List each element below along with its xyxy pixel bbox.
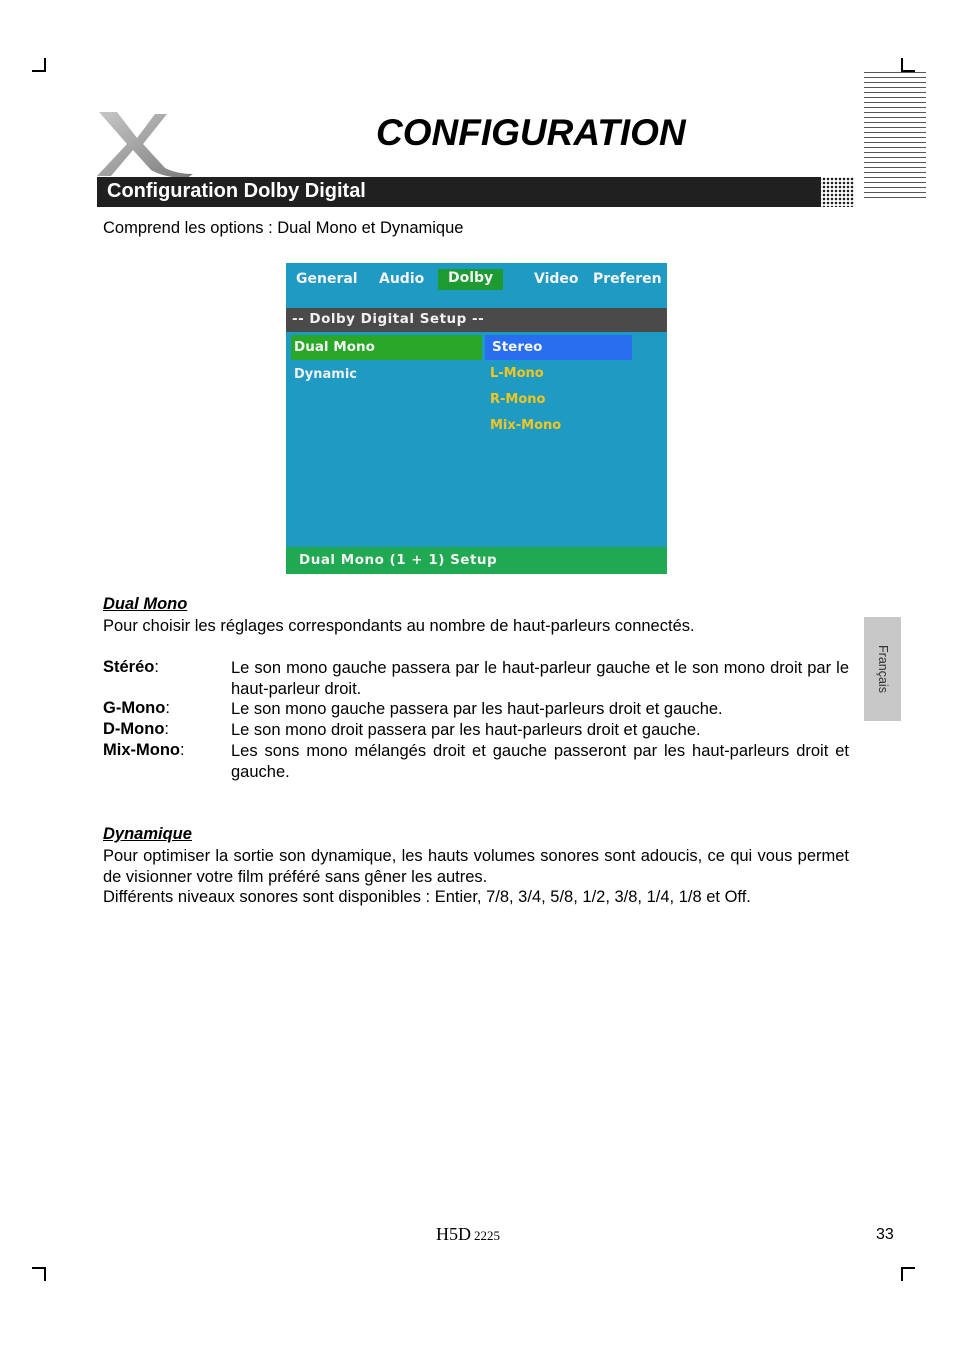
page-number: 33 (876, 1226, 894, 1243)
crop-mark-top-right (901, 58, 915, 72)
osd-suboption-stereo-label: Stereo (492, 339, 543, 355)
osd-option-dynamic: Dynamic (294, 367, 358, 382)
crop-mark-bottom-right (901, 1267, 915, 1281)
intro-text: Comprend les options : Dual Mono et Dynamique (103, 219, 464, 237)
edge-stripes-decoration (864, 72, 926, 200)
osd-option-dual-mono-label: Dual Mono (294, 339, 375, 355)
definition-term-g-mono: G-Mono: (103, 699, 170, 717)
osd-tab-dolby: Dolby (438, 269, 503, 290)
osd-suboption-mix-mono: Mix-Mono (490, 418, 562, 433)
definition-text-mix-mono: Les sons mono mélangés droit et gauche passeront par les haut-parleurs droit et gauche. (231, 742, 849, 781)
footer-model-name: H5D 2225 (436, 1224, 500, 1244)
osd-footer-text: Dual Mono (1 + 1) Setup (299, 552, 498, 568)
osd-suboption-r-mono: R-Mono (490, 392, 546, 407)
page-title: CONFIGURATION (376, 112, 686, 153)
crop-mark-top-left (32, 58, 46, 72)
dynamique-paragraph-2: Différents niveaux sonores sont disponibles : Entier, 7/8, 3/4, 5/8, 1/2, 3/8, 1/4, 1/8 et Off. (103, 888, 751, 906)
osd-tab-video: Video (534, 271, 579, 287)
osd-tab-bar (286, 263, 667, 306)
language-label: Français (875, 645, 890, 693)
definition-text-g-mono: Le son mono gauche passera par les haut-parleurs droit et gauche. (231, 700, 723, 718)
definition-term-stereo: Stéréo: (103, 658, 159, 676)
osd-tab-general: General (296, 271, 358, 287)
osd-suboption-stereo (485, 335, 632, 360)
osd-suboption-l-mono: L-Mono (490, 366, 544, 381)
definition-term-mix-mono: Mix-Mono: (103, 741, 185, 759)
osd-tab-preferen: Preferen (593, 271, 662, 287)
osd-option-dual-mono (291, 335, 482, 360)
language-side-tab (864, 617, 901, 721)
dual-mono-heading: Dual Mono (103, 595, 188, 613)
dynamique-paragraph-1: Pour optimiser la sortie son dynamique, les hauts volumes sonores sont adoucis, ce qui vous permet de visionner votre film préféré sans gêner les autres. (103, 847, 849, 886)
section-header-fade (818, 177, 854, 207)
osd-setup-bar (286, 308, 667, 332)
osd-screenshot (286, 263, 667, 574)
brand-x-logo-icon (95, 108, 193, 178)
osd-setup-title: -- Dolby Digital Setup -- (292, 311, 485, 327)
definition-term-d-mono: D-Mono: (103, 720, 169, 738)
dual-mono-description: Pour choisir les réglages correspondants au nombre de haut-parleurs connectés. (103, 617, 695, 635)
dynamique-heading: Dynamique (103, 825, 192, 843)
osd-footer-bar (286, 547, 667, 574)
osd-tab-audio: Audio (379, 271, 425, 287)
section-title: Configuration Dolby Digital (107, 180, 366, 202)
definition-text-stereo: Le son mono gauche passera par le haut-parleur gauche et le son mono droit par le haut-parleur droit. (231, 659, 849, 698)
crop-mark-bottom-left (32, 1267, 46, 1281)
definition-text-d-mono: Le son mono droit passera par les haut-parleurs droit et gauche. (231, 721, 701, 739)
